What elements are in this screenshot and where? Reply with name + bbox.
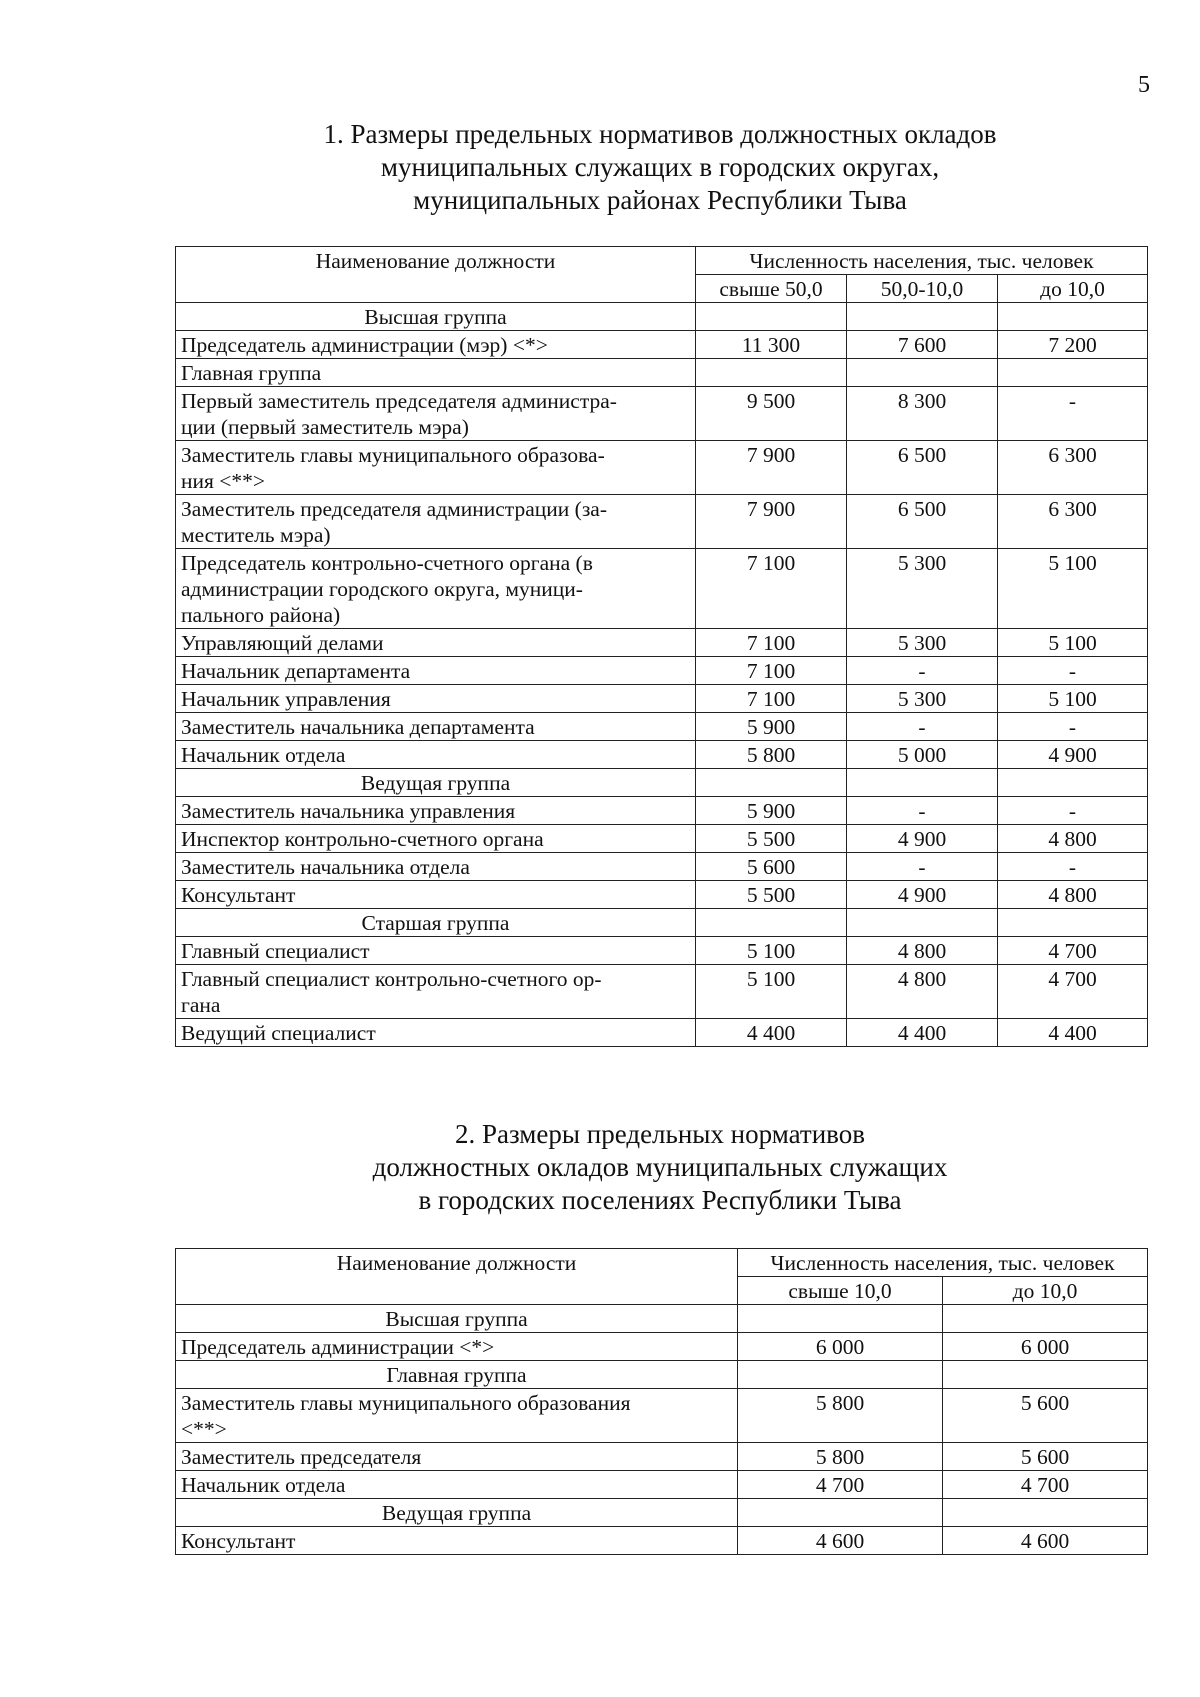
table-header-row [176,247,1148,275]
position-name: Председатель администрации <*> [176,1333,738,1361]
salary-value: 6 300 [998,441,1148,495]
page-number: 5 [1138,72,1150,98]
position-name-line: Председатель контрольно-счетного органа (в [181,551,593,575]
salary-value: - [998,853,1148,881]
position-name-line: Заместитель председателя администрации (за- [181,497,608,521]
salary-value: 4 700 [998,965,1148,1019]
salary-value [696,359,847,387]
salary-value [696,769,847,797]
salary-value [998,909,1148,937]
position-name-line: меститель мэра) [181,523,331,547]
group-name: Главная группа [176,1361,738,1389]
position-name: Управляющий делами [176,629,696,657]
table-row [176,549,1148,629]
table-row [176,1527,1148,1555]
position-name: Начальник отдела [176,1471,738,1499]
salary-value: 5 100 [696,937,847,965]
column-header-under-10: до 10,0 [943,1277,1148,1305]
position-name [176,549,696,629]
salary-value: 4 900 [998,741,1148,769]
group-name: Ведущая группа [176,1499,738,1527]
salary-value [847,909,998,937]
table-row [176,741,1148,769]
column-header-50-10: 50,0-10,0 [847,275,998,303]
position-name-line: ния <**> [181,469,266,493]
salary-value: 11 300 [696,331,847,359]
salary-value: - [847,657,998,685]
table-row [176,1443,1148,1471]
position-name: Главный специалист [176,937,696,965]
position-name: Заместитель начальника управления [176,797,696,825]
salary-value [998,769,1148,797]
section-1-title-line: муниципальных служащих в городских округах, [380,152,940,182]
column-header-under-10: до 10,0 [998,275,1148,303]
position-name-line: пального района) [181,603,341,627]
position-name: Заместитель председателя [176,1443,738,1471]
position-name: Ведущий специалист [176,1019,696,1047]
salary-value [696,303,847,331]
salary-value [943,1499,1148,1527]
salary-value: 5 500 [696,881,847,909]
group-row [176,1361,1148,1389]
salary-value: 5 600 [943,1443,1148,1471]
table-row [176,1019,1148,1047]
salary-value: 6 500 [847,495,998,549]
column-header-position: Наименование должности [176,1249,738,1305]
table-row [176,853,1148,881]
position-name [176,1389,738,1443]
salary-value: 5 900 [696,797,847,825]
salary-value [738,1305,943,1333]
salary-value: 5 800 [738,1443,943,1471]
table-row [176,965,1148,1019]
salary-value [696,909,847,937]
salary-value: 7 100 [696,685,847,713]
salary-value: 7 900 [696,495,847,549]
column-header-over-10: свыше 10,0 [738,1277,943,1305]
group-row [176,1499,1148,1527]
table-row [176,1471,1148,1499]
position-name: Начальник управления [176,685,696,713]
salary-value: 5 500 [696,825,847,853]
group-row [176,769,1148,797]
salary-value: 5 000 [847,741,998,769]
salary-table-urban-districts [175,246,1148,1047]
salary-value: - [998,713,1148,741]
salary-value: - [998,387,1148,441]
group-row [176,359,1148,387]
salary-value [943,1305,1148,1333]
salary-value: 4 900 [847,881,998,909]
position-name: Инспектор контрольно-счетного органа [176,825,696,853]
section-2-title-line: должностных окладов муниципальных служащих [372,1152,948,1182]
salary-value: 5 300 [847,685,998,713]
salary-value [998,303,1148,331]
salary-value [738,1361,943,1389]
table-row [176,495,1148,549]
salary-value: 4 600 [943,1527,1148,1555]
position-name: Консультант [176,881,696,909]
table-header-row [176,1249,1148,1277]
position-name-line: Первый заместитель председателя администра- [181,389,617,413]
position-name-line: Заместитель главы муниципального образования [181,1391,631,1415]
salary-value: 6 500 [847,441,998,495]
salary-value: 4 800 [998,825,1148,853]
salary-value: 5 100 [696,965,847,1019]
column-header-population: Численность населения, тыс. человек [738,1249,1148,1277]
salary-value [738,1499,943,1527]
salary-value: - [847,797,998,825]
table-row [176,881,1148,909]
salary-value: 5 100 [998,549,1148,629]
group-row [176,1305,1148,1333]
table-row [176,1389,1148,1443]
salary-value: 7 200 [998,331,1148,359]
salary-value: 7 100 [696,629,847,657]
table-row [176,797,1148,825]
salary-value: 7 100 [696,549,847,629]
salary-value [847,303,998,331]
section-1-title-line: 1. Размеры предельных нормативов должностных окладов [323,119,997,149]
salary-value: 4 800 [998,881,1148,909]
salary-value: - [847,853,998,881]
salary-value: 5 900 [696,713,847,741]
salary-value: 4 600 [738,1527,943,1555]
table-row [176,937,1148,965]
group-row [176,909,1148,937]
salary-value: 5 100 [998,629,1148,657]
salary-value: 4 800 [847,965,998,1019]
group-name: Высшая группа [176,303,696,331]
table-row [176,331,1148,359]
salary-value: 5 800 [696,741,847,769]
salary-value: 4 800 [847,937,998,965]
table-row [176,1333,1148,1361]
salary-value: 5 100 [998,685,1148,713]
position-name-line: <**> [181,1417,227,1441]
group-name: Старшая группа [176,909,696,937]
salary-value: 7 100 [696,657,847,685]
salary-value: 5 300 [847,549,998,629]
column-header-population: Численность населения, тыс. человек [696,247,1148,275]
position-name-line: Главный специалист контрольно-счетного ор- [181,967,602,991]
position-name-line: гана [181,993,221,1017]
salary-value: 4 700 [943,1471,1148,1499]
table-row [176,825,1148,853]
section-1-title [170,118,1150,217]
table-row [176,713,1148,741]
position-name: Председатель администрации (мэр) <*> [176,331,696,359]
salary-value: 9 500 [696,387,847,441]
section-2-title-line: 2. Размеры предельных нормативов [455,1119,865,1149]
salary-value: 7 600 [847,331,998,359]
position-name: Заместитель начальника департамента [176,713,696,741]
salary-value: 8 300 [847,387,998,441]
table-row [176,441,1148,495]
position-name: Начальник отдела [176,741,696,769]
column-header-position: Наименование должности [176,247,696,303]
position-name: Начальник департамента [176,657,696,685]
table-row [176,387,1148,441]
position-name-line: Заместитель главы муниципального образова- [181,443,605,467]
salary-value: 4 400 [847,1019,998,1047]
position-name: Заместитель начальника отдела [176,853,696,881]
salary-value: 6 300 [998,495,1148,549]
table-row [176,629,1148,657]
salary-table-urban-settlements [175,1248,1148,1555]
salary-value: 4 700 [998,937,1148,965]
section-2-title [170,1118,1150,1217]
salary-value: 5 800 [738,1389,943,1443]
salary-value [943,1361,1148,1389]
salary-value: 7 900 [696,441,847,495]
salary-value [847,769,998,797]
table-row [176,657,1148,685]
salary-value: 6 000 [738,1333,943,1361]
salary-value: 5 300 [847,629,998,657]
salary-value: 5 600 [696,853,847,881]
salary-value: 4 400 [696,1019,847,1047]
position-name-line: администрации городского округа, муници- [181,577,583,601]
salary-value: 4 900 [847,825,998,853]
position-name [176,965,696,1019]
salary-value: 4 700 [738,1471,943,1499]
salary-value: 5 600 [943,1389,1148,1443]
column-header-over-50: свыше 50,0 [696,275,847,303]
group-name: Ведущая группа [176,769,696,797]
salary-value: 6 000 [943,1333,1148,1361]
salary-value: 4 400 [998,1019,1148,1047]
group-name: Высшая группа [176,1305,738,1333]
position-name [176,387,696,441]
group-name: Главная группа [176,359,696,387]
section-2-title-line: в городских поселениях Республики Тыва [418,1185,902,1215]
salary-value [998,359,1148,387]
position-name [176,441,696,495]
position-name: Консультант [176,1527,738,1555]
salary-value: - [998,797,1148,825]
section-1-title-line: муниципальных районах Республики Тыва [413,185,907,215]
position-name [176,495,696,549]
salary-value [847,359,998,387]
table-row [176,685,1148,713]
position-name-line: ции (первый заместитель мэра) [181,415,469,439]
salary-value: - [847,713,998,741]
salary-value: - [998,657,1148,685]
group-row [176,303,1148,331]
